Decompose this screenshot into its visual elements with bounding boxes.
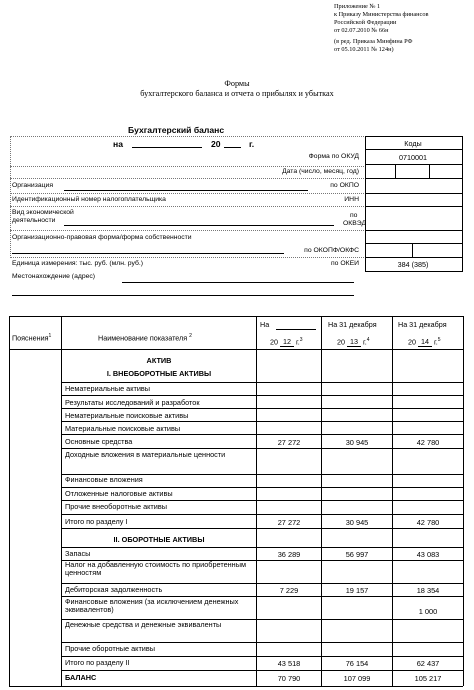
- okud-value: 0710001: [399, 153, 427, 162]
- row-value-col3: 42 780: [416, 518, 440, 527]
- row-value-col3: 43 083: [416, 550, 440, 559]
- location-label: Местонахождение (адрес): [12, 273, 96, 280]
- row-value-col1: 27 272: [277, 438, 301, 447]
- row-name: Дебиторская задолженность: [65, 585, 163, 594]
- inn-label: ИНН: [344, 196, 359, 203]
- okpo-label: по ОКПО: [330, 182, 359, 189]
- table-row-line: [61, 642, 463, 643]
- codes-header: Коды: [404, 139, 422, 148]
- col-name-sup: 2: [189, 333, 192, 339]
- header-note-line: от 02.07.2010 № 66н: [334, 27, 389, 34]
- col1-year-value: 12: [280, 338, 294, 347]
- row-name: Налог на добавленную стоимость по приобретенным ценностям: [65, 560, 246, 578]
- col3-suffix: г.: [434, 337, 438, 347]
- row-value-col2: 30 945: [345, 518, 369, 527]
- col1-suffix: г.: [296, 337, 300, 347]
- date-label: Дата (число, месяц, год): [282, 168, 359, 175]
- table-border-right: [463, 316, 464, 686]
- codes-row-line: [365, 257, 462, 258]
- row-value-col1: 27 272: [277, 518, 301, 527]
- codes-row-line: [365, 178, 462, 179]
- row-name-section: I. ВНЕОБОРОТНЫЕ АКТИВЫ: [106, 369, 212, 378]
- col-notes-label: Пояснения: [12, 333, 49, 343]
- table-col-line: [61, 316, 62, 686]
- form-divider: [10, 193, 364, 194]
- okopf-split: [412, 243, 413, 257]
- table-row-line: [61, 395, 463, 396]
- col-notes-header: [12, 332, 51, 342]
- header-note-line: Приложение № 1: [334, 3, 381, 10]
- table-row-line: [61, 487, 463, 488]
- row-value-col3: 42 780: [416, 438, 440, 447]
- row-name: Доходные вложения в материальные ценности: [65, 450, 226, 459]
- year-suffix: г.: [249, 139, 255, 149]
- table-row-line: [61, 619, 463, 620]
- okved-label: ОКВЭД: [343, 220, 367, 227]
- table-border-top: [9, 316, 463, 317]
- table-border-bottom: [9, 686, 463, 687]
- table-row-line: [61, 583, 463, 584]
- legal-form-underline: [12, 253, 284, 254]
- row-name-heading: АКТИВ: [146, 356, 172, 365]
- legal-form-label: Организационно-правовая форма/форма собственности: [12, 234, 192, 241]
- row-name-section: II. ОБОРОТНЫЕ АКТИВЫ: [113, 535, 205, 544]
- form-divider: [10, 206, 364, 207]
- row-name: Итого по разделу II: [65, 658, 130, 667]
- col1-top: На: [260, 320, 270, 329]
- col2-sup: 4: [366, 337, 370, 343]
- location-underline: [122, 282, 354, 283]
- date-underline: [132, 147, 202, 148]
- row-name: Денежные средства и денежные эквиваленты: [65, 620, 222, 629]
- okopf-label: по ОКОПФ/ОКФС: [304, 247, 359, 254]
- codes-row-line: [365, 149, 462, 150]
- table-row-line: [61, 421, 463, 422]
- row-value-col2: 107 099: [343, 674, 371, 683]
- row-name: Запасы: [65, 549, 91, 558]
- table-row-line: [61, 670, 463, 671]
- row-value-col2: 30 945: [345, 438, 369, 447]
- row-value-col1: 36 289: [277, 550, 301, 559]
- table-row-line: [61, 656, 463, 657]
- location-underline-2: [12, 295, 354, 296]
- okved-label: по: [350, 212, 358, 219]
- table-row-line: [61, 500, 463, 501]
- org-label: Организация: [12, 182, 53, 189]
- col3-year-value: 14: [418, 338, 432, 347]
- row-name: Нематериальные поисковые активы: [65, 411, 189, 420]
- on-label: на: [113, 139, 123, 149]
- doc-title-line: Формы: [224, 79, 250, 88]
- form-divider: [10, 230, 364, 231]
- balance-title: Бухгалтерский баланс: [128, 125, 225, 135]
- activity-underline: [64, 225, 334, 226]
- row-name: Финансовые вложения: [65, 475, 143, 484]
- col-name-label: Наименование показателя: [98, 333, 188, 343]
- table-col-line: [392, 316, 393, 686]
- table-row-line: [61, 547, 463, 548]
- col3-top: На 31 декабря: [398, 320, 447, 329]
- header-note: [334, 3, 428, 54]
- table-row-line: [61, 528, 463, 529]
- form-divider: [10, 178, 364, 179]
- row-name: Итого по разделу I: [65, 517, 128, 526]
- table-row-line: [61, 408, 463, 409]
- col-name-header: [98, 332, 192, 342]
- header-note-line: от 05.10.2011 № 124н): [334, 46, 394, 53]
- form-divider: [10, 257, 364, 258]
- table-row-line: [61, 434, 463, 435]
- col2-suffix: г.: [363, 337, 367, 347]
- table-header-line: [9, 349, 463, 350]
- codes-row-line: [365, 193, 462, 194]
- row-value-col2: 56 997: [345, 550, 369, 559]
- col2-year: [337, 336, 370, 347]
- row-name: Материальные поисковые активы: [65, 424, 181, 433]
- col1-top-underline: [276, 329, 316, 330]
- row-value-col2: 76 154: [345, 659, 369, 668]
- unit-label: Единица измерения: тыс. руб. (млн. руб.): [12, 260, 144, 267]
- codes-row-line: [365, 243, 462, 244]
- codes-row-line: [365, 230, 462, 231]
- org-underline: [64, 190, 308, 191]
- okei-label: по ОКЕИ: [330, 260, 359, 267]
- col1-sup: 3: [299, 337, 303, 343]
- col2-year-value: 13: [347, 338, 361, 347]
- okei-value: 384 (385): [397, 260, 429, 269]
- col2-year-prefix: 20: [337, 337, 345, 347]
- header-note-line: Российской Федерации: [334, 19, 397, 26]
- form-border-top: [10, 136, 364, 137]
- table-col-line: [321, 316, 322, 686]
- table-border-left: [9, 316, 10, 686]
- row-value-col2: 19 157: [345, 586, 369, 595]
- table-row-line: [61, 596, 463, 597]
- row-name: Прочие внеоборотные активы: [65, 502, 167, 511]
- doc-title: [0, 79, 474, 99]
- table-row-line: [61, 448, 463, 449]
- table-row-line: [61, 382, 463, 383]
- date-split: [429, 164, 430, 178]
- row-name: Нематериальные активы: [65, 384, 151, 393]
- col1-year: [270, 336, 303, 347]
- table-row-line: [61, 560, 463, 561]
- row-name: Отложенные налоговые активы: [65, 489, 173, 498]
- activity-label: деятельности: [12, 217, 56, 224]
- col2-top: На 31 декабря: [328, 320, 377, 329]
- date-split: [395, 164, 396, 178]
- row-value-col3: 62 437: [416, 659, 440, 668]
- row-value-col1: 70 790: [277, 674, 301, 683]
- col1-year-prefix: 20: [270, 337, 278, 347]
- row-value-col1: 43 518: [277, 659, 301, 668]
- col3-sup: 5: [437, 337, 441, 343]
- row-value-col1: 7 229: [279, 586, 299, 595]
- col3-year-prefix: 20: [408, 337, 416, 347]
- table-row-line: [61, 474, 463, 475]
- codes-row-line: [365, 164, 462, 165]
- header-note-line: (в ред. Приказа Минфина РФ: [334, 38, 413, 45]
- header-note-line: к Приказу Министерства финансов: [334, 11, 429, 18]
- table-col-line: [256, 316, 257, 686]
- okud-label: Форма по ОКУД: [308, 153, 359, 160]
- row-name: Финансовые вложения (за исключением денежных эквивалентов): [65, 597, 239, 615]
- row-value-col3: 1 000: [418, 607, 438, 616]
- form-divider: [10, 166, 364, 167]
- row-name-total: БАЛАНС: [65, 673, 97, 682]
- inn-line-label: Идентификационный номер налогоплательщика: [12, 196, 166, 203]
- row-value-col3: 18 354: [416, 586, 440, 595]
- year-underline: [224, 147, 241, 148]
- form-border-left: [10, 136, 11, 258]
- row-name: Результаты исследований и разработок: [65, 398, 200, 407]
- row-value-col3: 105 217: [414, 674, 442, 683]
- col3-year: [408, 336, 441, 347]
- year-prefix: 20: [211, 139, 221, 149]
- row-name: Прочие оборотные активы: [65, 644, 155, 653]
- doc-title-line: бухгалтерского баланса и отчета о прибылях и убытках: [140, 89, 334, 98]
- col-notes-sup: 1: [48, 333, 52, 339]
- table-row-line: [61, 514, 463, 515]
- row-name: Основные средства: [65, 437, 133, 446]
- codes-row-line: [365, 206, 462, 207]
- activity-label: Вид экономической: [12, 209, 74, 216]
